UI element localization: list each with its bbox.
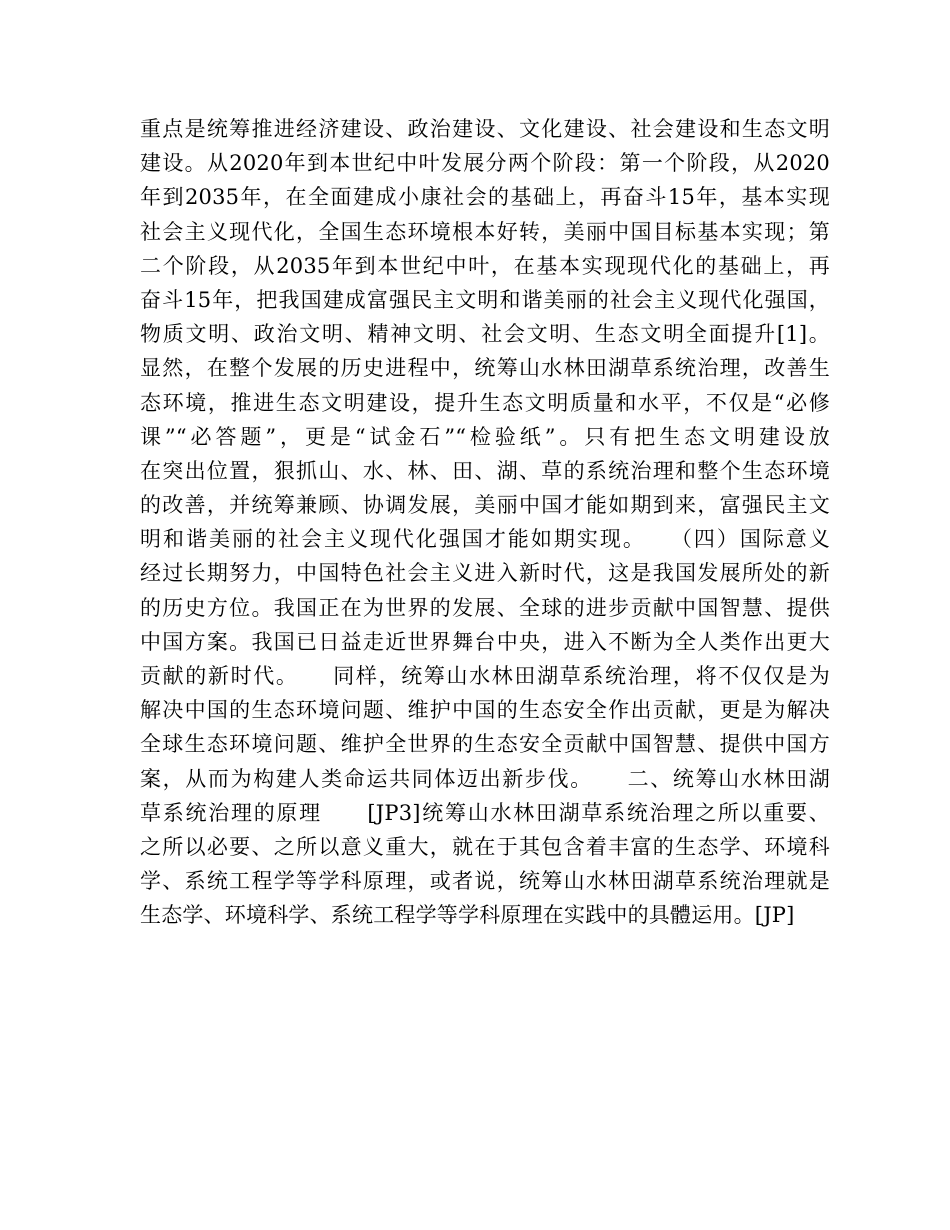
text-line-4: 社会主义现代化，全国生态环境根本好转，美丽中国目标基本实现；第 [140,219,830,244]
text-line-14: 经过长期努力，中国特色社会主义进入新时代，这是我国发展所处的新 [140,561,830,586]
text-line-20: 案，从而为构建人类命运共同体迈出新步伐。 二、统筹山水林田湖 [140,766,830,791]
text-line-16: 中国方案。我国已日益走近世界舞台中央，进入不断为全人类作出更大 [140,629,830,654]
text-line-12: 的改善，并统筹兼顾、协调发展，美丽中国才能如期到来，富强民主文 [140,493,830,518]
text-line-15: 的历史方位。我国正在为世界的发展、全球的进步贡献中国智慧、提供 [140,595,830,620]
body-text [140,112,830,933]
text-line-8: 显然，在整个发展的历史进程中，统筹山水林田湖草系统治理，改善生 [140,356,830,381]
text-line-1: 重点是统筹推进经济建设、政治建设、文化建设、社会建设和生态文明 [140,117,830,141]
text-line-23: 学、系统工程学等学科原理，或者说，统筹山水林田湖草系统治理就是 [140,869,830,894]
text-line-3: 年到2035年，在全面建成小康社会的基础上，再奋斗15年，基本实现 [140,185,830,210]
text-line-9: 态环境，推进生态文明建设，提升生态文明质量和水平，不仅是“必修 [140,390,830,415]
text-line-13: 明和谐美丽的社会主义现代化强国才能如期实现。 （四）国际意义 [140,527,830,552]
text-line-5: 二个阶段，从2035年到本世纪中叶，在基本实现现代化的基础上，再 [140,253,830,278]
text-line-22: 之所以必要、之所以意义重大，就在于其包含着丰富的生态学、环境科 [140,834,830,859]
text-line-2: 建设。从2020年到本世纪中叶发展分两个阶段：第一个阶段，从2020 [140,151,830,176]
text-line-24: 生态学、环境科学、系统工程学等学科原理在实践中的具體运用。[JP] [140,903,795,928]
text-line-10: 课”“必答题”，更是“试金石”“检验纸”。只有把生态文明建设放 [140,424,830,449]
text-line-18: 解决中国的生态环境问题、维护中国的生态安全作出贡献，更是为解决 [140,698,830,723]
text-line-19: 全球生态环境问题、维护全世界的生态安全贡献中国智慧、提供中国方 [140,732,830,757]
text-line-11: 在突出位置，狠抓山、水、林、田、湖、草的系统治理和整个生态环境 [140,458,830,483]
text-line-17: 贡献的新时代。 同样，统筹山水林田湖草系统治理，将不仅仅是为 [140,664,830,688]
text-line-7: 物质文明、政治文明、精神文明、社会文明、生态文明全面提升[1]。 [140,322,830,347]
text-line-21: 草系统治理的原理 [JP3]统筹山水林田湖草系统治理之所以重要、 [140,800,830,825]
text-line-6: 奋斗15年，把我国建成富强民主文明和谐美丽的社会主义现代化强国， [140,287,830,312]
